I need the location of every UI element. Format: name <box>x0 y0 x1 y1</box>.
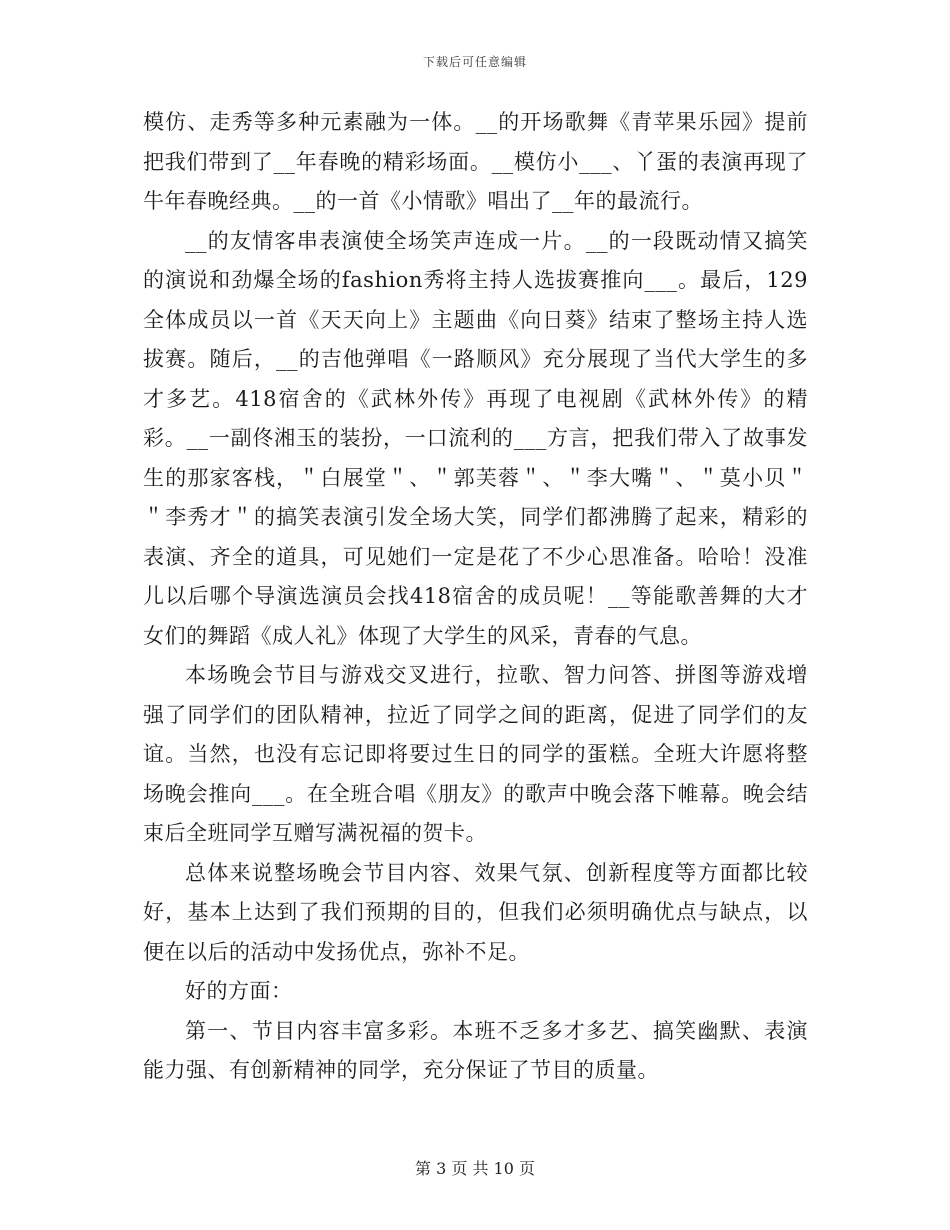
paragraph-4: 总体来说整场晚会节目内容、效果气氛、创新程度等方面都比较好，基本上达到了我们预期的目的，但我们必须明确优点与缺点，以便在以后的活动中发扬优点，弥补不足。 <box>143 860 808 964</box>
paragraph-5: 好的方面： <box>185 979 293 1003</box>
paragraph-2: __的友情客串表演使全场笑声连成一片。__的一段既动情又搞笑的演说和劲爆全场的fashion秀将主持人选拔赛推向___。最后，129全体成员以一首《天天向上》主题曲《向日葵》结束了整场主持人选拔赛。随后，__的吉他弹唱《一路顺风》充分展现了当代大学生的多才多艺。418宿舍的《武林外传》再现了电视剧《武林外传》的精彩。__一副佟湘玉的装扮，一口流利的___方言，把我们带入了故事发生的那家客栈，＂白展堂＂、＂郭芙蓉＂、＂李大嘴＂、＂莫小贝＂＂李秀才＂的搞笑表演引发全场大笑，同学们都沸腾了起来，精彩的表演、齐全的道具，可见她们一定是花了不少心思准备。哈哈！没准儿以后哪个导演选演员会找418宿舍的成员呢！__等能歌善舞的大才女们的舞蹈《成人礼》体现了大学生的风采，青春的气息。 <box>143 228 808 648</box>
paragraph-3: 本场晚会节目与游戏交叉进行，拉歌、智力问答、拼图等游戏增强了同学们的团队精神，拉近了同学之间的距离，促进了同学们的友谊。当然，也没有忘记即将要过生日的同学的蛋糕。全班大许愿将整场晚会推向___。在全班合唱《朋友》的歌声中晚会落下帷幕。晚会结束后全班同学互赠写满祝福的贺卡。 <box>143 663 808 845</box>
document-body <box>143 103 808 1091</box>
page-footer: 第 3 页 共 10 页 <box>415 1159 535 1178</box>
paragraph-1: 模仿、走秀等多种元素融为一体。__的开场歌舞《青苹果乐园》提前把我们带到了__年春晚的精彩场面。__模仿小___、丫蛋的表演再现了牛年春晚经典。__的一首《小情歌》唱出了__年的最流行。 <box>143 110 808 213</box>
paragraph-6: 第一、节目内容丰富多彩。本班不乏多才多艺、搞笑幽默、表演能力强、有创新精神的同学，充分保证了节目的质量。 <box>143 1018 808 1082</box>
page-header: 下载后可任意编辑 <box>422 55 527 69</box>
